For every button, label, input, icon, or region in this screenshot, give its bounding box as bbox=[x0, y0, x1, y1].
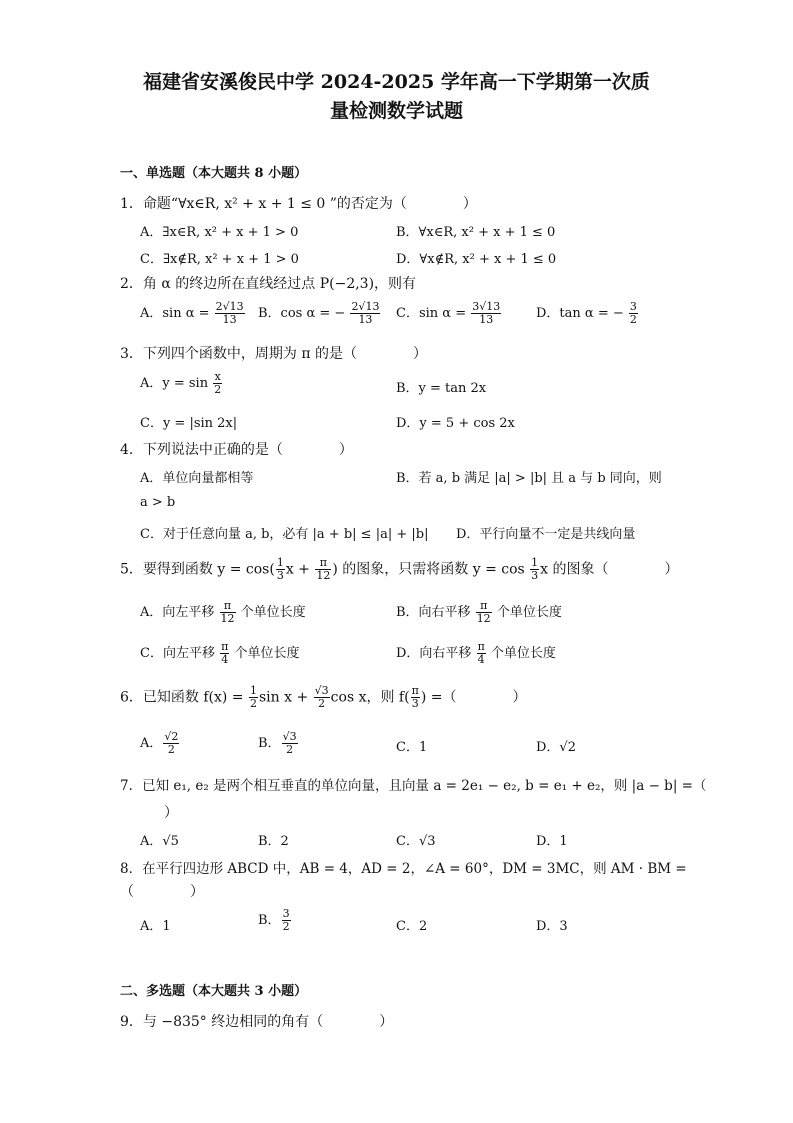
option-a-prefix: A．y = sin bbox=[140, 376, 213, 391]
question-4-option-d: D．平行向量不一定是共线向量 bbox=[456, 527, 636, 542]
fraction-numerator: 3√13 bbox=[472, 300, 501, 313]
fraction-denominator: 3 bbox=[411, 697, 419, 710]
stem-text: x + bbox=[285, 561, 315, 578]
fraction bbox=[477, 641, 486, 666]
fraction-numerator: π bbox=[476, 600, 492, 613]
page-title-line-1: 福建省安溪俊民中学 2024-2025 学年高一下学期第一次质 bbox=[143, 71, 650, 93]
question-6-stem bbox=[120, 685, 526, 710]
fraction-numerator: √3 bbox=[282, 730, 297, 743]
question-1-stem: 1．命题“∀x∈R, x² + x + 1 ≤ 0 ”的否定为（ ） bbox=[120, 196, 477, 212]
stem-text: ) 的图象，只需将函数 y = cos bbox=[332, 561, 530, 578]
fraction-numerator: 3 bbox=[282, 907, 290, 920]
section-heading-single-choice: 一、单选题（本大题共 8 小题） bbox=[120, 166, 308, 181]
fraction bbox=[163, 731, 179, 756]
fraction-denominator: 13 bbox=[222, 313, 237, 326]
fraction bbox=[215, 301, 245, 326]
fraction-numerator: 2√13 bbox=[215, 300, 244, 313]
fraction-denominator: 3 bbox=[531, 569, 539, 582]
fraction bbox=[220, 600, 236, 625]
fraction-numerator: 1 bbox=[276, 556, 284, 569]
question-6-option-b bbox=[258, 731, 299, 756]
question-6-option-c: C．1 bbox=[396, 740, 428, 755]
question-1-option-c: C．∃x∉R, x² + x + 1 > 0 bbox=[140, 252, 299, 267]
question-7-stem-line-2: ） bbox=[164, 805, 178, 821]
option-a-suffix: 个单位长度 bbox=[236, 605, 306, 620]
option-c-prefix: C．向左平移 bbox=[140, 646, 220, 661]
fraction-numerator: 1 bbox=[250, 684, 257, 697]
fraction bbox=[213, 371, 222, 396]
fraction-denominator: 2 bbox=[629, 313, 637, 326]
fraction-denominator: 13 bbox=[358, 313, 373, 326]
fraction-denominator: 3 bbox=[276, 569, 284, 582]
question-4-option-c: C．对于任意向量 a, b，必有 |a + b| ≤ |a| + |b| bbox=[140, 527, 429, 542]
option-d-prefix: D．向右平移 bbox=[396, 646, 476, 661]
option-b-prefix: B．cos α = − bbox=[258, 306, 350, 321]
stem-text: cos x，则 f( bbox=[330, 689, 410, 706]
fraction-numerator: π bbox=[477, 640, 485, 653]
question-7-option-d: D．1 bbox=[536, 834, 568, 849]
question-2-option-d bbox=[536, 301, 639, 326]
question-4-option-b-line-1: B．若 a, b 满足 |a| > |b| 且 a 与 b 同向，则 bbox=[396, 471, 662, 486]
fraction-numerator: 2√13 bbox=[351, 300, 380, 313]
fraction bbox=[220, 641, 229, 666]
question-8-option-b bbox=[258, 908, 292, 933]
fraction-denominator: 2 bbox=[214, 383, 222, 396]
fraction-denominator: 12 bbox=[476, 612, 491, 625]
fraction bbox=[249, 685, 258, 710]
question-5-option-c bbox=[140, 641, 299, 666]
fraction-denominator: 2 bbox=[282, 920, 290, 933]
option-b-prefix: B． bbox=[258, 913, 281, 928]
fraction-denominator: 4 bbox=[221, 653, 229, 666]
question-3-option-b: B．y = tan 2x bbox=[396, 381, 487, 396]
fraction-denominator: 2 bbox=[318, 697, 326, 710]
question-9-stem: 9．与 −835° 终边相同的角有（ ） bbox=[120, 1014, 394, 1030]
question-7-option-c: C．√3 bbox=[396, 834, 436, 849]
option-c-suffix: 个单位长度 bbox=[230, 646, 300, 661]
fraction-numerator: √2 bbox=[164, 730, 179, 743]
question-3-option-d: D．y = 5 + cos 2x bbox=[396, 416, 515, 431]
fraction-denominator: 12 bbox=[220, 612, 235, 625]
fraction bbox=[530, 557, 539, 582]
fraction-denominator: 2 bbox=[250, 697, 257, 710]
fraction bbox=[315, 557, 331, 582]
fraction bbox=[282, 731, 298, 756]
question-6-option-d: D．√2 bbox=[536, 740, 576, 755]
fraction-denominator: 12 bbox=[316, 569, 331, 582]
fraction-numerator: √3 bbox=[314, 684, 329, 697]
option-a-prefix: A．向左平移 bbox=[140, 605, 219, 620]
fraction bbox=[282, 908, 291, 933]
fraction bbox=[476, 600, 492, 625]
question-2-option-b bbox=[258, 301, 381, 326]
question-3-option-a bbox=[140, 371, 223, 396]
stem-text: x 的图象（ ） bbox=[540, 561, 679, 578]
section-heading-multi-choice: 二、多选题（本大题共 3 小题） bbox=[120, 984, 308, 999]
question-8-stem-line-1: 8．在平行四边形 ABCD 中，AB = 4，AD = 2，∠A = 60°，DM = 3MC，则 AM · BM = bbox=[120, 861, 687, 877]
question-7-option-a: A．√5 bbox=[140, 834, 179, 849]
question-4-option-a: A．单位向量都相等 bbox=[140, 471, 254, 486]
question-3-stem: 3．下列四个函数中，周期为 π 的是（ ） bbox=[120, 346, 428, 362]
question-8-option-c: C．2 bbox=[396, 919, 428, 934]
question-1-option-b: B．∀x∈R, x² + x + 1 ≤ 0 bbox=[396, 225, 556, 240]
fraction bbox=[276, 557, 285, 582]
question-8-stem-line-2: （ ） bbox=[120, 884, 204, 900]
question-4-stem: 4．下列说法中正确的是（ ） bbox=[120, 442, 353, 458]
question-8-option-a: A．1 bbox=[140, 919, 171, 934]
fraction-numerator: x bbox=[214, 370, 221, 383]
question-1-option-d: D．∀x∉R, x² + x + 1 ≤ 0 bbox=[396, 252, 557, 267]
option-d-suffix: 个单位长度 bbox=[486, 646, 556, 661]
fraction bbox=[314, 685, 330, 710]
question-2-stem: 2．角 α 的终边所在直线经过点 P(−2,3)，则有 bbox=[120, 276, 417, 292]
fraction-numerator: π bbox=[315, 557, 331, 570]
question-1-option-a: A．∃x∈R, x² + x + 1 > 0 bbox=[140, 225, 299, 240]
stem-text: 6．已知函数 f(x) = bbox=[120, 689, 248, 706]
question-4-option-b-line-2: a > b bbox=[140, 495, 176, 510]
fraction-numerator: π bbox=[220, 600, 236, 613]
question-3-option-c: C．y = |sin 2x| bbox=[140, 416, 238, 431]
option-c-prefix: C．sin α = bbox=[396, 306, 471, 321]
option-a-prefix: A． bbox=[140, 736, 163, 751]
fraction-denominator: 2 bbox=[167, 743, 175, 756]
fraction bbox=[411, 685, 420, 710]
fraction bbox=[350, 301, 380, 326]
stem-text: sin x + bbox=[259, 689, 313, 706]
fraction bbox=[629, 301, 638, 326]
stem-text: 5．要得到函数 y = cos( bbox=[120, 561, 275, 578]
question-7-option-b: B．2 bbox=[258, 834, 289, 849]
option-a-prefix: A．sin α = bbox=[140, 306, 214, 321]
question-8-option-d: D．3 bbox=[536, 919, 568, 934]
fraction bbox=[471, 301, 501, 326]
option-b-prefix: B． bbox=[258, 736, 281, 751]
question-5-option-d bbox=[396, 641, 556, 666]
question-6-option-a bbox=[140, 731, 180, 756]
page-title-line-2: 量检测数学试题 bbox=[329, 100, 463, 122]
fraction-numerator: 1 bbox=[531, 556, 539, 569]
question-5-stem bbox=[120, 557, 679, 582]
option-d-prefix: D．tan α = − bbox=[536, 306, 628, 321]
question-5-option-b bbox=[396, 600, 562, 625]
stem-text: ) =（ ） bbox=[420, 689, 527, 706]
option-b-suffix: 个单位长度 bbox=[492, 605, 562, 620]
fraction-numerator: π bbox=[411, 684, 419, 697]
question-2-option-a bbox=[140, 301, 246, 326]
question-7-stem-line-1: 7．已知 e₁, e₂ 是两个相互垂直的单位向量，且向量 a = 2e₁ − e₂, b = e₁ + e₂，则 |a − b| =（ bbox=[120, 778, 707, 794]
question-5-option-a bbox=[140, 600, 306, 625]
question-2-option-c bbox=[396, 301, 502, 326]
fraction-numerator: 3 bbox=[629, 300, 637, 313]
fraction-numerator: π bbox=[221, 640, 229, 653]
option-b-prefix: B．向右平移 bbox=[396, 605, 475, 620]
fraction-denominator: 4 bbox=[477, 653, 485, 666]
fraction-denominator: 2 bbox=[286, 743, 294, 756]
fraction-denominator: 13 bbox=[479, 313, 494, 326]
